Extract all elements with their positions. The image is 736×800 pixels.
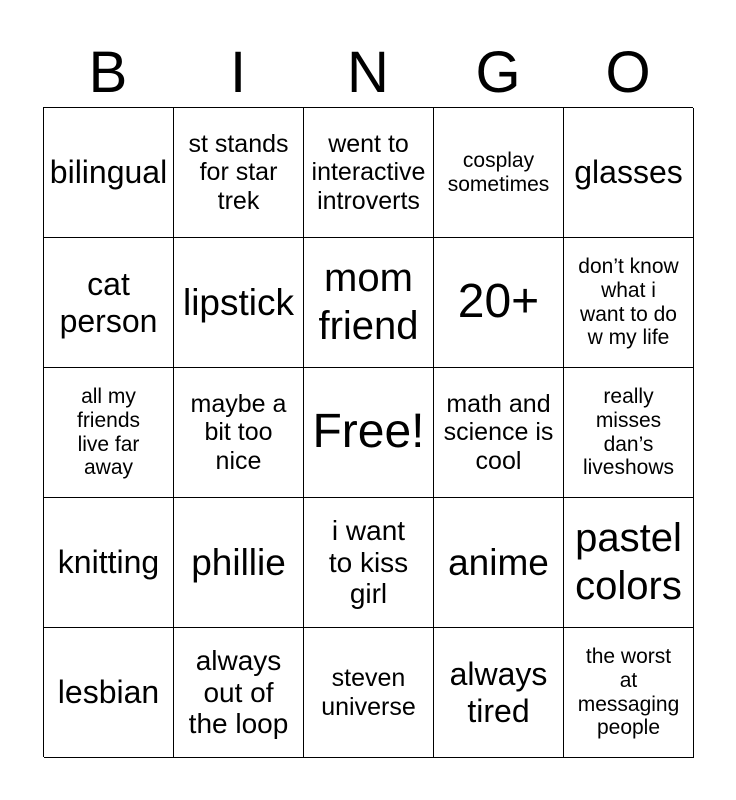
- bingo-cell[interactable]: [174, 368, 304, 498]
- cell-text: st stands for star trek: [188, 130, 289, 215]
- bingo-cell[interactable]: [564, 368, 694, 498]
- cell-text: went to interactive introverts: [311, 130, 426, 215]
- cell-text: maybe a bit too nice: [190, 390, 287, 475]
- bingo-header: [43, 40, 693, 106]
- bingo-cell[interactable]: [434, 238, 564, 368]
- header-letter-g: G: [475, 40, 521, 105]
- bingo-cell[interactable]: [174, 238, 304, 368]
- bingo-cell[interactable]: [434, 628, 564, 758]
- bingo-cell[interactable]: [304, 108, 434, 238]
- free-space-cell[interactable]: [304, 368, 434, 498]
- bingo-board: [43, 107, 693, 757]
- cell-text: glasses: [574, 154, 683, 191]
- bingo-cell[interactable]: [564, 108, 694, 238]
- cell-text: mom friend: [318, 256, 419, 348]
- cell-text: math and science is cool: [443, 390, 554, 475]
- free-space-text: Free!: [312, 405, 425, 459]
- cell-text: cosplay sometimes: [447, 148, 550, 196]
- bingo-cell[interactable]: [564, 238, 694, 368]
- header-letter-b: B: [88, 40, 128, 105]
- bingo-cell[interactable]: [174, 498, 304, 628]
- cell-text: cat person: [59, 266, 158, 339]
- cell-text: really misses dan’s liveshows: [582, 385, 675, 480]
- bingo-cell[interactable]: [44, 238, 174, 368]
- bingo-cell[interactable]: [434, 368, 564, 498]
- cell-text: 20+: [457, 275, 540, 329]
- bingo-cell[interactable]: [434, 108, 564, 238]
- bingo-cell[interactable]: [44, 368, 174, 498]
- cell-text: bilingual: [49, 154, 168, 191]
- cell-text: knitting: [57, 544, 160, 581]
- cell-text: always out of the loop: [188, 645, 289, 740]
- bingo-cell[interactable]: [174, 628, 304, 758]
- bingo-cell[interactable]: [304, 498, 434, 628]
- cell-text: lesbian: [57, 674, 160, 711]
- bingo-cell[interactable]: [304, 238, 434, 368]
- bingo-cell[interactable]: [304, 628, 434, 758]
- bingo-cell[interactable]: [564, 628, 694, 758]
- bingo-cell[interactable]: [174, 108, 304, 238]
- bingo-cell[interactable]: [44, 498, 174, 628]
- bingo-cell[interactable]: [564, 498, 694, 628]
- cell-text: all my friends live far away: [76, 385, 141, 480]
- cell-text: steven universe: [321, 664, 416, 721]
- bingo-cell[interactable]: [44, 108, 174, 238]
- cell-text: pastel colors: [575, 516, 682, 608]
- header-letter-o: O: [605, 40, 651, 105]
- cell-text: phillie: [191, 541, 286, 583]
- bingo-cell[interactable]: [44, 628, 174, 758]
- cell-text: lipstick: [182, 281, 295, 323]
- cell-text: always tired: [449, 656, 548, 729]
- header-letter-i: I: [229, 40, 247, 105]
- bingo-cell[interactable]: [434, 498, 564, 628]
- cell-text: i want to kiss girl: [328, 515, 409, 610]
- header-letter-n: N: [347, 40, 389, 105]
- cell-text: the worst at messaging people: [577, 645, 680, 740]
- cell-text: don’t know what i want to do w my life: [578, 255, 679, 350]
- cell-text: anime: [448, 541, 549, 583]
